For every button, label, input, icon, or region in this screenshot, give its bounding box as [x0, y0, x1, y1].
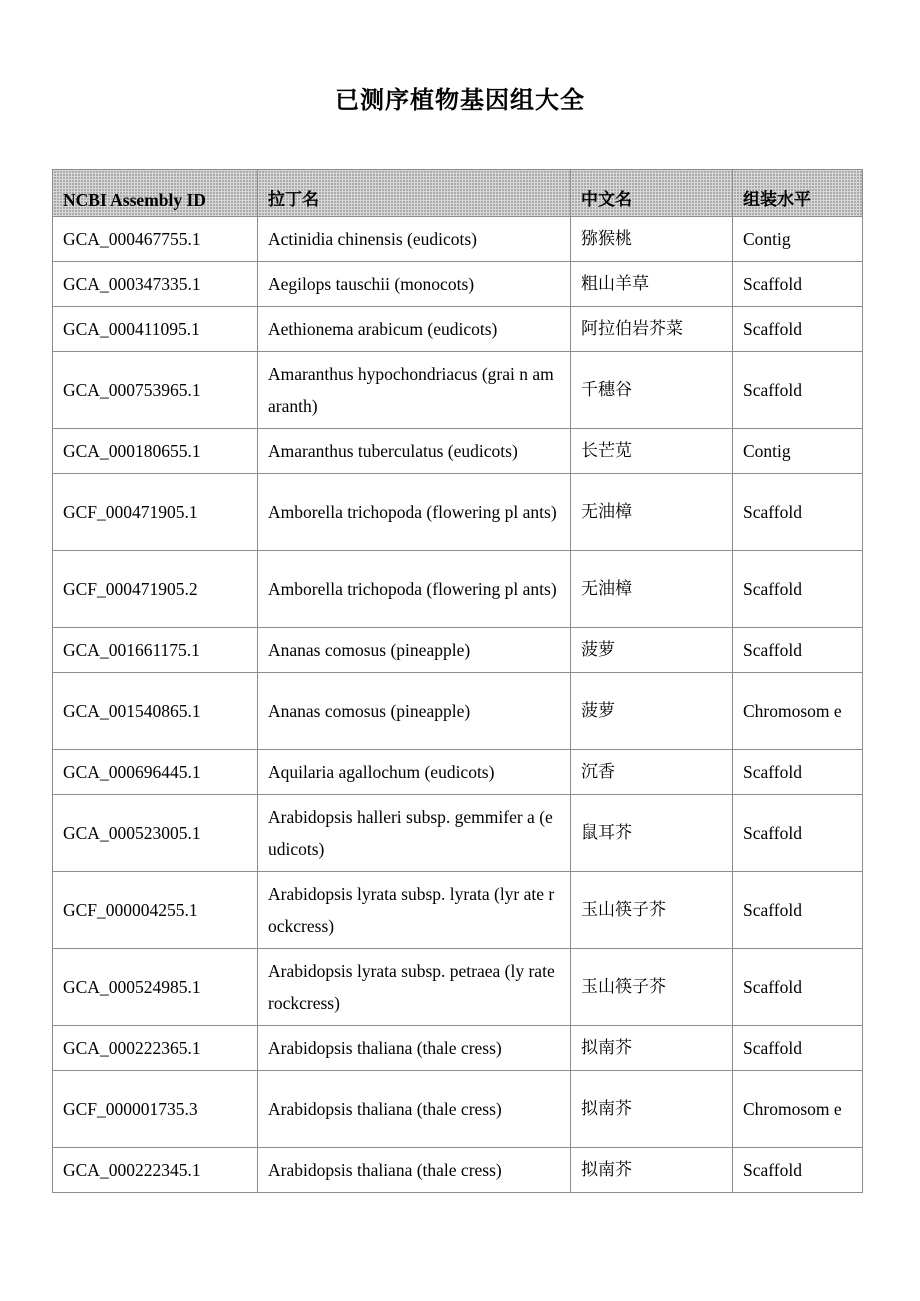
cell-chinese-name: 千穗谷 [571, 352, 733, 429]
table-row [53, 1148, 863, 1193]
cell-chinese-name: 沉香 [571, 750, 733, 795]
cell-chinese-name: 粗山羊草 [571, 262, 733, 307]
table-row [53, 1071, 863, 1148]
cell-chinese-name: 阿拉伯岩芥菜 [571, 307, 733, 352]
cell-assembly-level: Scaffold [733, 750, 863, 795]
cell-assembly-id: GCA_000180655.1 [53, 429, 258, 474]
table-row [53, 429, 863, 474]
cell-assembly-level: Chromosom e [733, 673, 863, 750]
cell-latin-name: Aegilops tauschii (monocots) [258, 262, 571, 307]
table-row [53, 217, 863, 262]
cell-latin-name: Aethionema arabicum (eudicots) [258, 307, 571, 352]
table-row [53, 1026, 863, 1071]
cell-chinese-name: 鼠耳芥 [571, 795, 733, 872]
table-row [53, 352, 863, 429]
cell-assembly-level: Scaffold [733, 474, 863, 551]
cell-assembly-level: Scaffold [733, 352, 863, 429]
cell-latin-name: Arabidopsis halleri subsp. gemmifer a (eudicots) [258, 795, 571, 872]
cell-assembly-id: GCA_000347335.1 [53, 262, 258, 307]
cell-latin-name: Amborella trichopoda (flowering pl ants) [258, 474, 571, 551]
cell-assembly-id: GCA_000696445.1 [53, 750, 258, 795]
cell-latin-name: Actinidia chinensis (eudicots) [258, 217, 571, 262]
cell-assembly-level: Contig [733, 217, 863, 262]
cell-assembly-id: GCF_000004255.1 [53, 872, 258, 949]
cell-assembly-id: GCF_000471905.1 [53, 474, 258, 551]
cell-latin-name: Amborella trichopoda (flowering pl ants) [258, 551, 571, 628]
cell-assembly-level: Scaffold [733, 551, 863, 628]
cell-assembly-level: Scaffold [733, 1148, 863, 1193]
cell-assembly-level: Scaffold [733, 628, 863, 673]
cell-assembly-id: GCF_000471905.2 [53, 551, 258, 628]
cell-assembly-id: GCA_000524985.1 [53, 949, 258, 1026]
cell-latin-name: Amaranthus tuberculatus (eudicots) [258, 429, 571, 474]
cell-latin-name: Amaranthus hypochondriacus (grai n amaranth) [258, 352, 571, 429]
table-row [53, 750, 863, 795]
table-row [53, 795, 863, 872]
table-row [53, 872, 863, 949]
cell-assembly-level: Scaffold [733, 1026, 863, 1071]
cell-latin-name: Arabidopsis thaliana (thale cress) [258, 1026, 571, 1071]
cell-assembly-id: GCA_000753965.1 [53, 352, 258, 429]
table-row [53, 551, 863, 628]
cell-latin-name: Aquilaria agallochum (eudicots) [258, 750, 571, 795]
cell-assembly-id: GCA_000523005.1 [53, 795, 258, 872]
cell-chinese-name: 猕猴桃 [571, 217, 733, 262]
cell-assembly-level: Scaffold [733, 872, 863, 949]
cell-assembly-level: Contig [733, 429, 863, 474]
cell-chinese-name: 玉山筷子芥 [571, 872, 733, 949]
cell-assembly-id: GCA_001540865.1 [53, 673, 258, 750]
cell-chinese-name: 无油樟 [571, 551, 733, 628]
table-row [53, 673, 863, 750]
cell-latin-name: Arabidopsis lyrata subsp. lyrata (lyr ate rockcress) [258, 872, 571, 949]
cell-assembly-level: Scaffold [733, 262, 863, 307]
cell-latin-name: Arabidopsis thaliana (thale cress) [258, 1148, 571, 1193]
table-row [53, 949, 863, 1026]
cell-latin-name: Arabidopsis thaliana (thale cress) [258, 1071, 571, 1148]
table-row [53, 262, 863, 307]
header-chinese-name: 中文名 [571, 170, 733, 217]
cell-assembly-id: GCA_000467755.1 [53, 217, 258, 262]
cell-assembly-id: GCA_001661175.1 [53, 628, 258, 673]
cell-chinese-name: 拟南芥 [571, 1148, 733, 1193]
header-assembly-level: 组装水平 [733, 170, 863, 217]
page-title: 已测序植物基因组大全 [335, 86, 585, 115]
cell-latin-name: Arabidopsis lyrata subsp. petraea (ly rate rockcress) [258, 949, 571, 1026]
table-row [53, 628, 863, 673]
header-assembly-id: NCBI Assembly ID [53, 170, 258, 217]
table-row [53, 307, 863, 352]
cell-assembly-level: Chromosom e [733, 1071, 863, 1148]
cell-assembly-level: Scaffold [733, 307, 863, 352]
cell-latin-name: Ananas comosus (pineapple) [258, 673, 571, 750]
cell-latin-name: Ananas comosus (pineapple) [258, 628, 571, 673]
cell-assembly-id: GCA_000411095.1 [53, 307, 258, 352]
table-row [53, 474, 863, 551]
cell-chinese-name: 拟南芥 [571, 1071, 733, 1148]
cell-chinese-name: 无油樟 [571, 474, 733, 551]
cell-chinese-name: 拟南芥 [571, 1026, 733, 1071]
cell-assembly-id: GCF_000001735.3 [53, 1071, 258, 1148]
genome-table [52, 169, 863, 1193]
cell-assembly-level: Scaffold [733, 795, 863, 872]
cell-assembly-id: GCA_000222345.1 [53, 1148, 258, 1193]
cell-chinese-name: 菠萝 [571, 628, 733, 673]
cell-chinese-name: 玉山筷子芥 [571, 949, 733, 1026]
cell-chinese-name: 长芒苋 [571, 429, 733, 474]
cell-assembly-id: GCA_000222365.1 [53, 1026, 258, 1071]
header-latin-name: 拉丁名 [258, 170, 571, 217]
cell-assembly-level: Scaffold [733, 949, 863, 1026]
table-header-row [53, 170, 863, 217]
cell-chinese-name: 菠萝 [571, 673, 733, 750]
